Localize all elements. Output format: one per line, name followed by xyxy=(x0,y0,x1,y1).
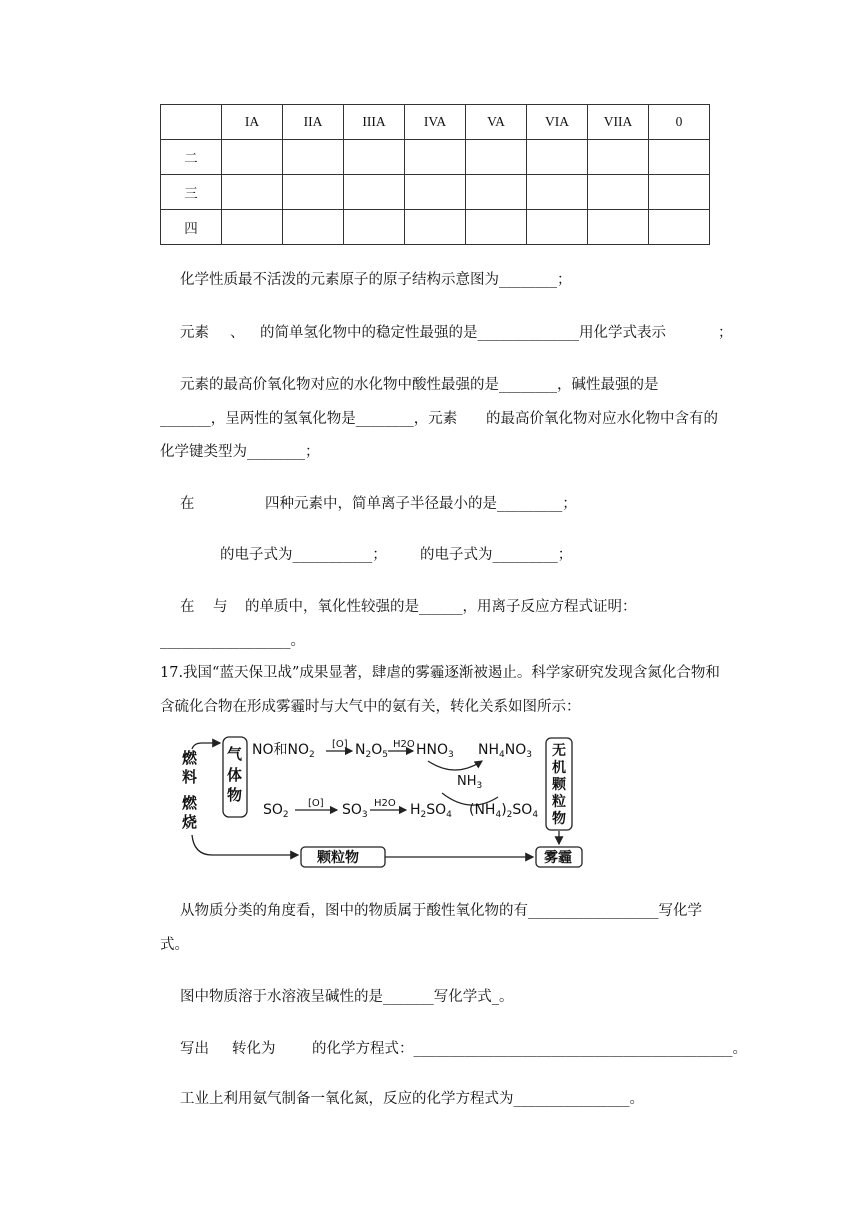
table-cell xyxy=(344,175,405,210)
question-17-stem-2: 含硫化合物在形成雾霾时与大气中的氨有关，转化关系如图所示： xyxy=(160,699,581,715)
fuel-char: 燃 xyxy=(182,749,198,767)
inorganic-char: 机 xyxy=(552,760,566,776)
inorganic-char: 粒 xyxy=(552,794,566,810)
table-cell xyxy=(222,140,283,175)
table-cell xyxy=(222,175,283,210)
inorganic-char: 物 xyxy=(552,811,566,827)
table-cell xyxy=(405,140,466,175)
question-line-industrial: 工业上利用氨气制备一氧化氮，反应的化学方程式为________________。 xyxy=(180,1091,644,1107)
fuel-combustion-label xyxy=(181,749,198,831)
question-line-conversion-b: 转化为 xyxy=(232,1041,276,1057)
question-line-acidic-oxide: 从物质分类的角度看，图中的物质属于酸性氧化物的有__________________写化学 xyxy=(180,903,702,919)
row-header: 三 xyxy=(161,175,222,210)
arrow-to-particles xyxy=(192,835,298,855)
so2-label: $SO_2$ xyxy=(263,802,289,820)
periodic-table xyxy=(160,104,710,245)
gas-char: 物 xyxy=(227,786,243,804)
question-17-stem-1: 17.我国“蓝天保卫战”成果显著，肆虐的雾霾逐渐被遏止。科学家研究发现含氮化合物和 xyxy=(160,665,720,681)
question-line-acidic-oxide-cont: 式。 xyxy=(160,937,189,953)
nh4-2so4-label: $(NH_4)_2SO_4$ xyxy=(469,802,539,820)
gas-char: 气 xyxy=(227,745,243,763)
table-cell xyxy=(405,175,466,210)
table-cell xyxy=(588,175,649,210)
table-cell xyxy=(649,210,710,245)
water-label-2: H2O xyxy=(374,798,396,809)
table-cell xyxy=(283,140,344,175)
table-row xyxy=(161,140,710,175)
table-header-cell: VIIA xyxy=(588,105,649,140)
table-header-cell: IIA xyxy=(283,105,344,140)
question-line-hydride-c: 的简单氢化物中的稳定性最强的是______________用化学式表示 xyxy=(260,325,666,341)
question-line-alkaline: 图中物质溶于水溶液呈碱性的是_______写化学式_。 xyxy=(180,989,514,1005)
table-header-cell: VA xyxy=(466,105,527,140)
water-label-1: H2O xyxy=(393,739,415,750)
table-row xyxy=(161,175,710,210)
question-line-conversion-c: 的化学方程式：____________________________________________。 xyxy=(312,1041,747,1057)
haze-label: 雾霾 xyxy=(544,850,572,866)
inorganic-char: 颗 xyxy=(552,777,566,793)
table-cell xyxy=(466,210,527,245)
nh4no3-label: $NH_4NO_3$ xyxy=(478,742,532,760)
question-line-base-b: 的最高价氧化物对应水化物中含有的 xyxy=(486,411,718,427)
question-line-bond: 化学键类型为________； xyxy=(160,444,320,460)
inorganic-char: 无 xyxy=(552,743,566,759)
table-cell xyxy=(283,210,344,245)
fuel-char: 燃 xyxy=(182,794,198,812)
question-line-structure: 化学性质最不活泼的元素原子的原子结构示意图为________； xyxy=(180,272,572,288)
table-header-cell: IIIA xyxy=(344,105,405,140)
table-cell xyxy=(222,210,283,245)
oxidation-label: [O] xyxy=(332,739,348,750)
table-header-cell: VIA xyxy=(527,105,588,140)
arrow-ammonia-nitrate xyxy=(428,761,482,770)
table-cell xyxy=(405,210,466,245)
question-line-acid: 元素的最高价氧化物对应的水化物中酸性最强的是________，碱性最强的是 xyxy=(180,377,659,393)
question-line-oxidizing-c: 的单质中，氧化性较强的是______，用离子反应方程式证明： xyxy=(245,599,637,615)
question-line-radius-b: 四种元素中，简单离子半径最小的是_________； xyxy=(265,496,577,512)
table-cell xyxy=(649,175,710,210)
particles-label: 颗粒物 xyxy=(317,850,359,866)
question-line-electron-a: 的电子式为___________； xyxy=(220,547,387,563)
fuel-char: 烧 xyxy=(182,813,198,831)
question-line-hydride-d: ； xyxy=(718,325,733,341)
table-cell xyxy=(466,175,527,210)
table-cell xyxy=(527,175,588,210)
table-cell xyxy=(344,140,405,175)
table-cell xyxy=(649,140,710,175)
question-line-hydride-b: 、 xyxy=(230,325,245,341)
table-cell xyxy=(466,140,527,175)
table-cell xyxy=(527,210,588,245)
table-cell xyxy=(344,210,405,245)
question-line-oxidizing-b: 与 xyxy=(213,599,228,615)
question-line-radius-a: 在 xyxy=(180,496,195,512)
table-cell xyxy=(283,175,344,210)
h2so4-label: $H_2SO_4$ xyxy=(410,802,452,820)
question-line-hydride-a: 元素 xyxy=(180,325,209,341)
so3-label: $SO_3$ xyxy=(342,802,368,820)
gas-char: 体 xyxy=(227,766,243,784)
ammonia-label: $NH_3$ xyxy=(457,774,483,791)
table-header-cell: IVA xyxy=(405,105,466,140)
question-line-oxidizing-a: 在 xyxy=(180,599,195,615)
question-line-ionic-equation: __________________。 xyxy=(160,633,305,649)
question-line-base-a: _______，呈两性的氢氧化物是________，元素 xyxy=(160,411,458,427)
table-cell xyxy=(588,140,649,175)
row-header: 二 xyxy=(161,140,222,175)
haze-formation-diagram xyxy=(180,735,590,870)
table-cell xyxy=(588,210,649,245)
row-header: 四 xyxy=(161,210,222,245)
fuel-char: 料 xyxy=(182,768,198,786)
table-header-cell: 0 xyxy=(649,105,710,140)
n2o5-label: $N_2O_5$ xyxy=(355,742,388,760)
table-row xyxy=(161,210,710,245)
hno3-label: $HNO_3$ xyxy=(416,742,454,760)
oxidation-label: [O] xyxy=(308,798,324,809)
table-cell xyxy=(527,140,588,175)
table-header-cell: IA xyxy=(222,105,283,140)
table-header-row xyxy=(161,105,710,140)
question-line-electron-b: 的电子式为_________； xyxy=(420,547,573,563)
question-line-conversion-a: 写出 xyxy=(180,1041,209,1057)
no-nox-label: NO和$NO_2$ xyxy=(252,742,315,760)
table-header-cell xyxy=(161,105,222,140)
